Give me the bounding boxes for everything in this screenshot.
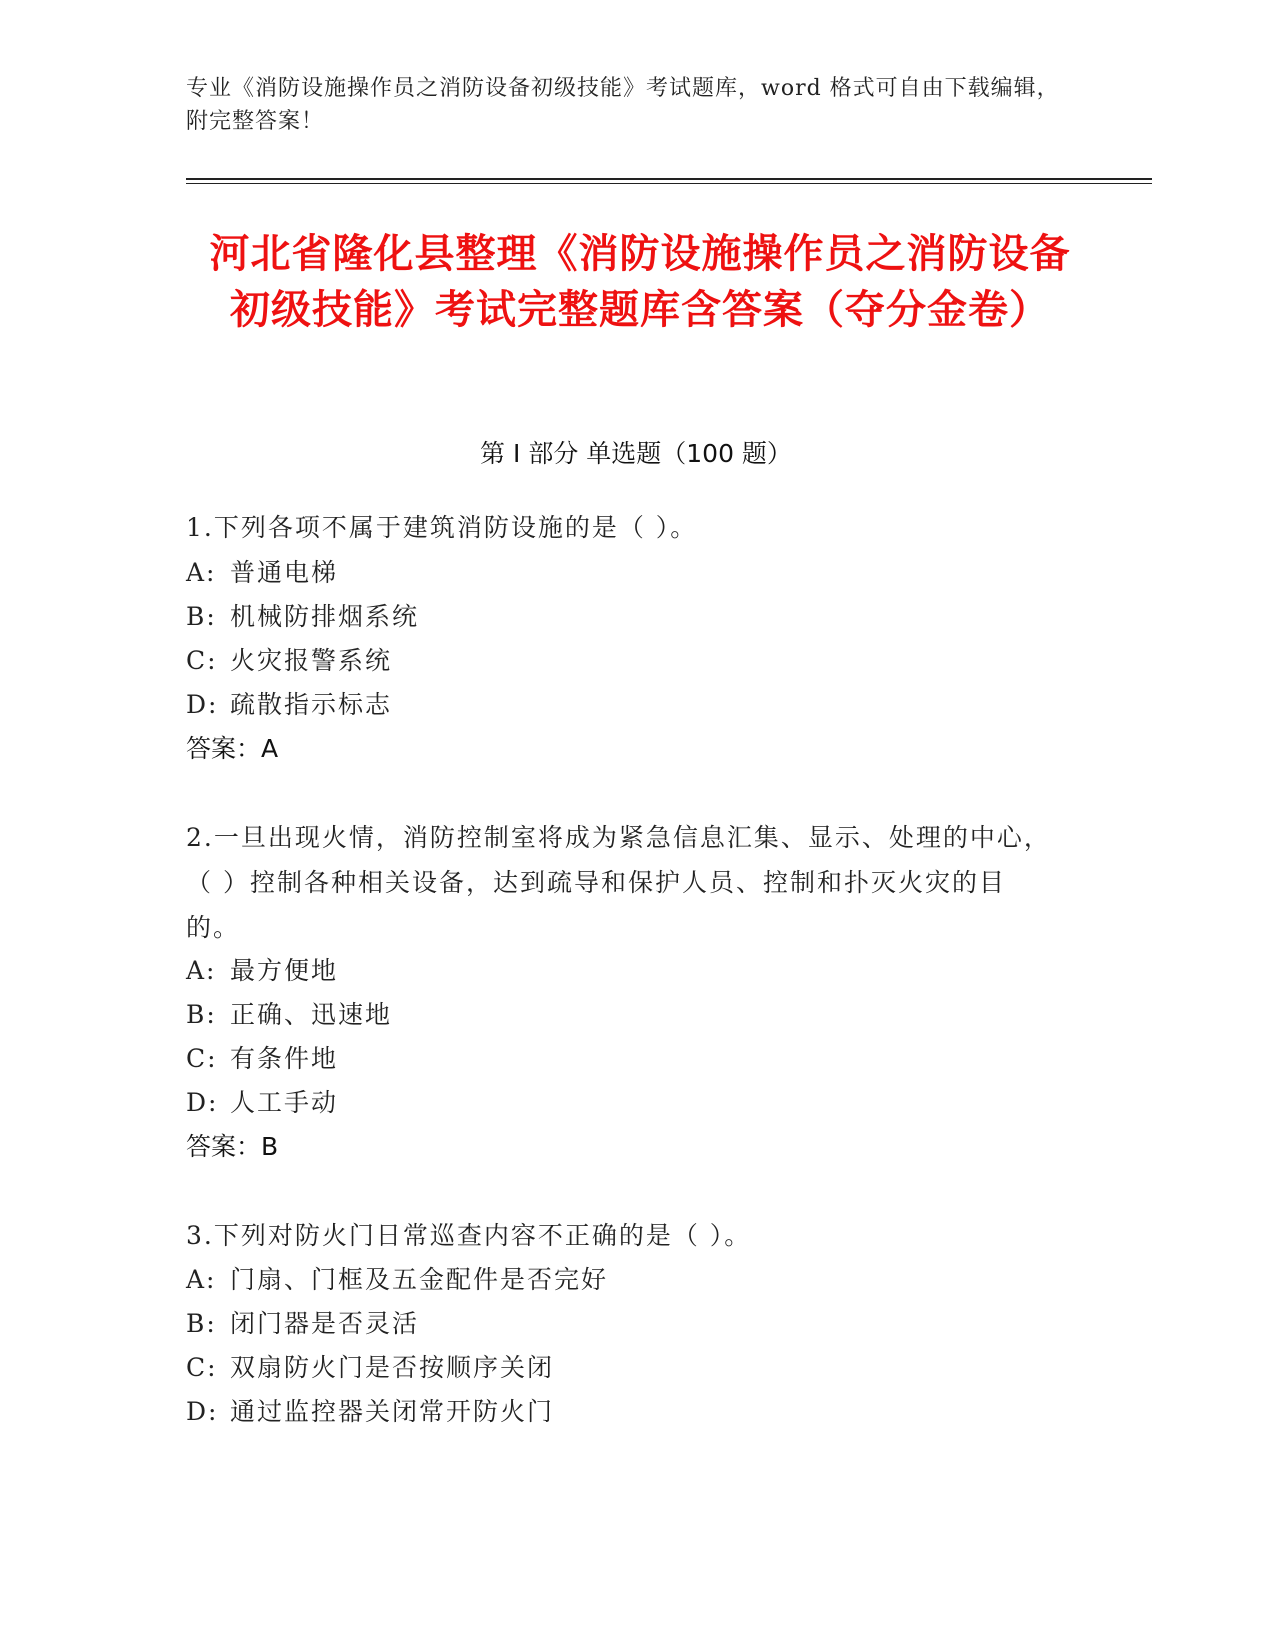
question-1-text: 1.下列各项不属于建筑消防设施的是（ ）。 [186, 513, 698, 542]
option-text: 正确、迅速地 [230, 1000, 393, 1029]
question-3-option-b [186, 1301, 1056, 1346]
option-letter: C: [186, 646, 218, 675]
question-2-option-b [186, 992, 1056, 1037]
question-3-option-c [186, 1345, 1056, 1390]
question-2-option-a [186, 948, 1056, 993]
header-note: 专业《消防设施操作员之消防设备初级技能》考试题库，word 格式可自由下载编辑，附完整答案！ [186, 76, 1060, 134]
option-letter: C: [186, 1353, 218, 1382]
document-title: 河北省隆化县整理《消防设施操作员之消防设备初级技能》考试完整题库含答案（夺分金卷） [209, 231, 1071, 333]
option-text: 最方便地 [230, 956, 339, 985]
option-text: 机械防排烟系统 [230, 602, 420, 631]
question-3-option-d [186, 1389, 1056, 1434]
option-letter: B: [186, 602, 217, 631]
question-2-option-c [186, 1036, 1056, 1081]
question-3-text: 3.下列对防火门日常巡查内容不正确的是（ ）。 [186, 1221, 752, 1250]
question-1-option-c [186, 638, 1056, 683]
option-text: 门扇、门框及五金配件是否完好 [230, 1265, 609, 1294]
option-text: 火灾报警系统 [230, 646, 393, 675]
option-letter: D: [186, 1088, 219, 1117]
option-text: 有条件地 [230, 1044, 339, 1073]
option-letter: A: [186, 558, 217, 587]
question-3-option-a [186, 1257, 1056, 1302]
option-letter: A: [186, 1265, 217, 1294]
question-2-text: 2.一旦出现火情，消防控制室将成为紧急信息汇集、显示、处理的中心，（ ）控制各种相关设备，达到疏导和保护人员、控制和扑灭火灾的目的。 [186, 823, 1051, 942]
option-text: 普通电梯 [230, 558, 339, 587]
question-1-answer: 答案：A [186, 734, 279, 763]
option-letter: C: [186, 1044, 218, 1073]
header-rule-thick [186, 178, 1152, 180]
option-letter: D: [186, 1397, 219, 1426]
option-text: 双扇防火门是否按顺序关闭 [230, 1353, 555, 1382]
question-1-option-a [186, 550, 1056, 595]
question-1-option-b [186, 594, 1056, 639]
option-letter: A: [186, 956, 217, 985]
option-letter: B: [186, 1309, 217, 1338]
question-1-option-d [186, 682, 1056, 727]
option-text: 人工手动 [230, 1088, 339, 1117]
option-text: 通过监控器关闭常开防火门 [230, 1397, 555, 1426]
option-text: 疏散指示标志 [230, 690, 393, 719]
header-rule-thin [186, 183, 1152, 184]
question-2-answer: 答案：B [186, 1132, 279, 1161]
section-title: 第 I 部分 单选题（100 题） [480, 439, 792, 468]
option-text: 闭门器是否灵活 [230, 1309, 420, 1338]
question-2-option-d [186, 1080, 1056, 1125]
option-letter: D: [186, 690, 219, 719]
option-letter: B: [186, 1000, 217, 1029]
